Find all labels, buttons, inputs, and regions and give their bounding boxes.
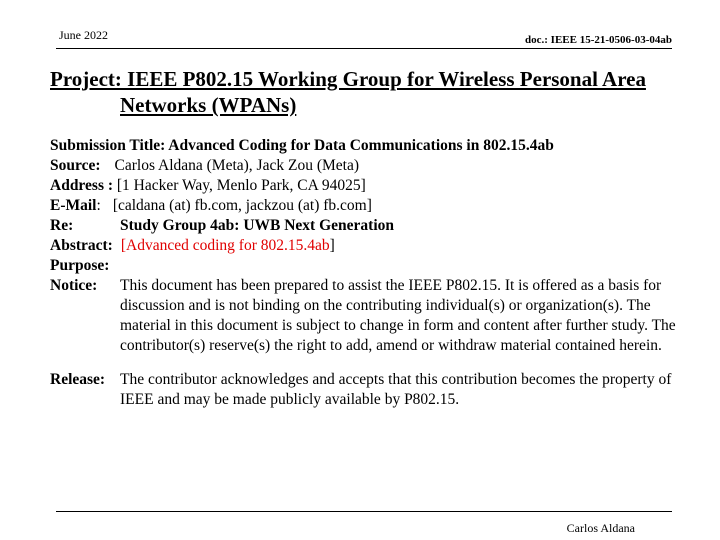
abstract-open-bracket: [ bbox=[120, 237, 127, 254]
source-row bbox=[50, 156, 359, 176]
email-label: E-Mail bbox=[50, 197, 97, 214]
header-date: June 2022 bbox=[59, 28, 108, 42]
release-text: The contributor acknowledges and accepts that this contribution becomes the property of IEEE and may be made publicly available by P802.15. bbox=[120, 371, 672, 408]
project-title bbox=[50, 66, 670, 118]
address-row bbox=[50, 176, 366, 196]
address-label: Address : bbox=[50, 177, 114, 194]
release-label: Release: bbox=[50, 371, 106, 388]
email-row: E-Mail: [caldana (at) fb.com, jackzou (at) fb.com] bbox=[50, 197, 372, 214]
abstract-close-bracket: ] bbox=[329, 237, 335, 254]
abstract-row bbox=[50, 236, 335, 256]
footer-divider bbox=[56, 511, 672, 512]
header-doc-id: doc.: IEEE 15-21-0506-03-04ab bbox=[525, 34, 672, 46]
email-value: [caldana (at) fb.com, jackzou (at) fb.com] bbox=[112, 197, 372, 214]
footer-author: Carlos Aldana bbox=[566, 521, 635, 535]
abstract-value: Advanced coding for 802.15.4ab bbox=[126, 237, 330, 254]
submission-title: Submission Title: Advanced Coding for Data Communications in 802.15.4ab bbox=[50, 137, 554, 154]
notice-label: Notice: bbox=[50, 277, 98, 294]
project-title-line2: Networks (WPANs) bbox=[120, 93, 297, 117]
abstract-label: Abstract: bbox=[50, 237, 113, 254]
address-value: [1 Hacker Way, Menlo Park, CA 94025] bbox=[116, 177, 366, 194]
project-title-line1: Project: IEEE P802.15 Working Group for Wireless Personal Area bbox=[50, 67, 646, 91]
re-row bbox=[50, 216, 394, 236]
purpose-label: Purpose: bbox=[50, 257, 110, 274]
re-label: Re: bbox=[50, 217, 74, 234]
header-divider bbox=[56, 48, 672, 49]
source-value: Carlos Aldana (Meta), Jack Zou (Meta) bbox=[114, 157, 359, 174]
notice-text: This document has been prepared to assist the IEEE P802.15. It is offered as a basis for discussion and is not binding on the contributing individual(s) or organization(s). The material in this document is subject to change in form and content after further study. The contributor(s) reserve(s) the right to add, amend or withdraw material contained herein. bbox=[120, 277, 676, 354]
source-label: Source: bbox=[50, 157, 101, 174]
re-value: Study Group 4ab: UWB Next Generation bbox=[120, 217, 394, 234]
